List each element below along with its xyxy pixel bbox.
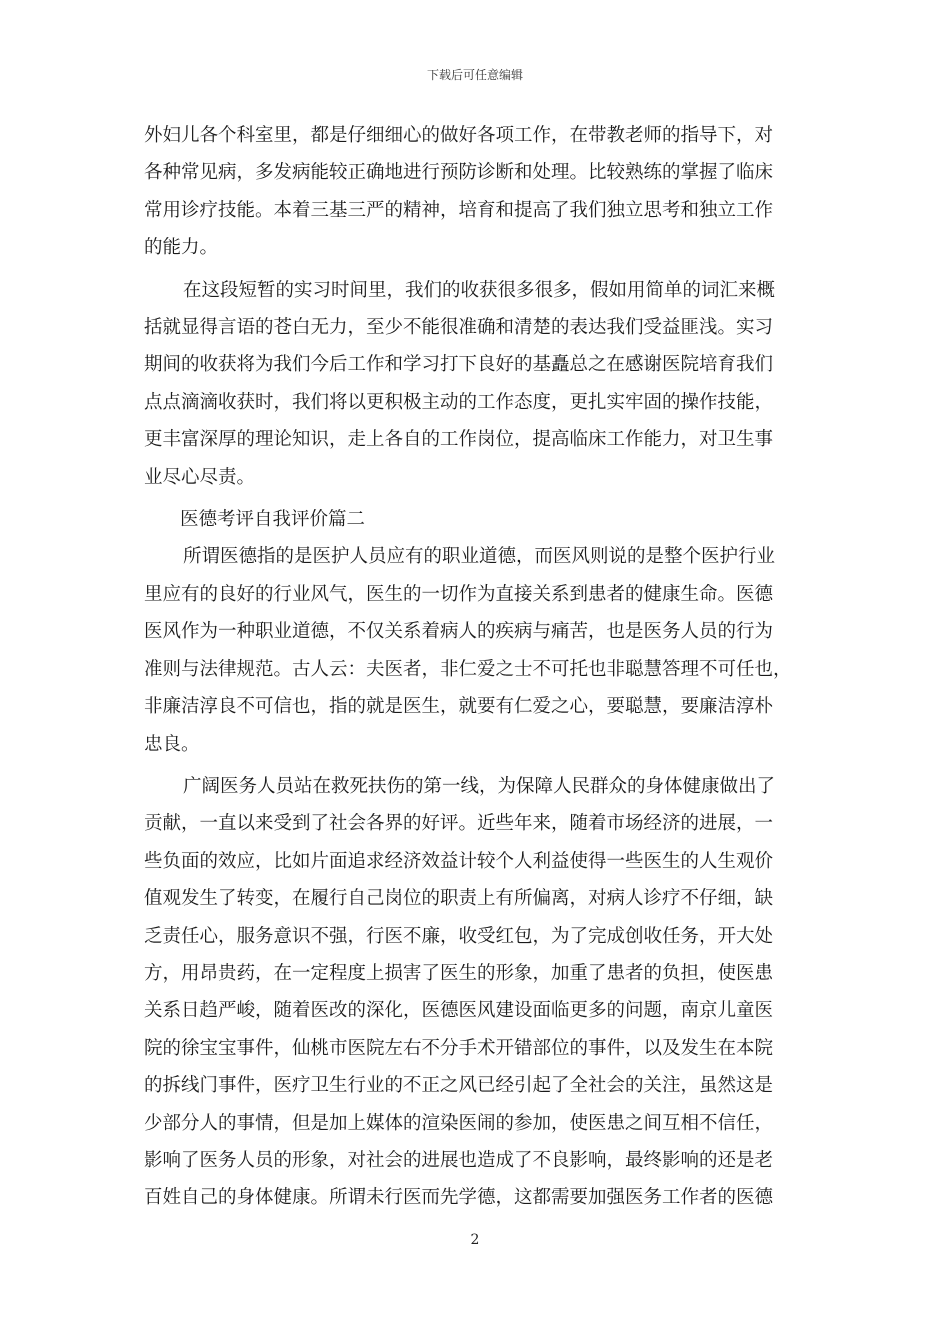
text-line: 非廉洁淳良不可信也，指的就是医生，就要有仁爱之心，要聪慧，要廉洁淳朴 <box>144 696 774 718</box>
text-line: 各种常见病，多发病能较正确地进行预防诊断和处理。比较熟练的掌握了临床 <box>144 162 774 184</box>
text-line: 在这段短暂的实习时间里，我们的收获很多很多，假如用简单的词汇来概 <box>183 279 776 301</box>
text-line: 乏责任心，服务意识不强，行医不廉，收受红包，为了完成创收任务，开大处 <box>144 925 774 947</box>
text-line: 括就显得言语的苍白无力，至少不能很准确和清楚的表达我们受益匪浅。实习 <box>144 317 774 339</box>
text-line: 贡献，一直以来受到了社会各界的好评。近些年来，随着市场经济的进展，一 <box>144 813 774 835</box>
text-line: 关系日趋严峻，随着医改的深化，医德医风建设面临更多的问题，南京儿童医 <box>144 1000 774 1022</box>
paragraph-medical-workers <box>144 768 809 1217</box>
paragraph-continued <box>144 117 809 267</box>
text-line: 准则与法律规范。古人云：夫医者，非仁爱之士不可托也非聪慧答理不可任也， <box>144 658 792 680</box>
text-line: 影响了医务人员的形象，对社会的进展也造成了不良影响，最终影响的还是老 <box>144 1149 774 1171</box>
text-line: 忠良。 <box>144 733 200 755</box>
text-line: 百姓自己的身体健康。所谓未行医而先学德，这都需要加强医务工作者的医德 <box>144 1187 774 1209</box>
text-line: 医风作为一种职业道德，不仅关系着病人的疾病与痛苦，也是医务人员的行为 <box>144 621 774 643</box>
text-line: 方，用昂贵药，在一定程度上损害了医生的形象，加重了患者的负担，使医患 <box>144 962 774 984</box>
page-number: 2 <box>470 1232 480 1248</box>
text-line: 少部分人的事情，但是加上媒体的渲染医闹的参加，使医患之间互相不信任， <box>144 1112 774 1134</box>
page-header: 下载后可任意编辑 <box>426 68 523 82</box>
text-line: 广阔医务人员站在救死扶伤的第一线，为保障人民群众的身体健康做出了 <box>183 775 776 797</box>
paragraph-medical-ethics <box>144 538 809 762</box>
text-line: 外妇儿各个科室里，都是仔细细心的做好各项工作，在带教老师的指导下，对 <box>144 125 774 146</box>
text-line: 的拆线门事件，医疗卫生行业的不正之风已经引起了全社会的关注，虽然这是 <box>144 1075 774 1097</box>
section-heading: 医德考评自我评价篇二 <box>180 509 366 531</box>
text-line: 所谓医德指的是医护人员应有的职业道德，而医风则说的是整个医护行业 <box>183 546 776 568</box>
text-line: 值观发生了转变，在履行自己岗位的职责上有所偏离，对病人诊疗不仔细，缺 <box>144 888 774 910</box>
document-body <box>144 117 809 1222</box>
text-line: 的能力。 <box>144 237 219 259</box>
text-line: 点点滴滴收获时，我们将以更积极主动的工作态度，更扎实牢固的操作技能， <box>144 391 774 413</box>
paragraph-internship-summary <box>144 272 809 496</box>
text-line: 业尽心尽责。 <box>144 466 256 488</box>
text-line: 更丰富深厚的理论知识，走上各自的工作岗位，提高临床工作能力，对卫生事 <box>144 429 774 451</box>
text-line: 里应有的良好的行业风气，医生的一切作为直接关系到患者的健康生命。医德 <box>144 583 774 605</box>
text-line: 院的徐宝宝事件，仙桃市医院左右不分手术开错部位的事件，以及发生在本院 <box>144 1037 774 1059</box>
text-line: 期间的收获将为我们今后工作和学习打下良好的基矗总之在感谢医院培育我们 <box>144 354 774 376</box>
text-line: 些负面的效应，比如片面追求经济效益计较个人利益使得一些医生的人生观价 <box>144 850 774 872</box>
text-line: 常用诊疗技能。本着三基三严的精神，培育和提高了我们独立思考和独立工作 <box>144 199 774 221</box>
